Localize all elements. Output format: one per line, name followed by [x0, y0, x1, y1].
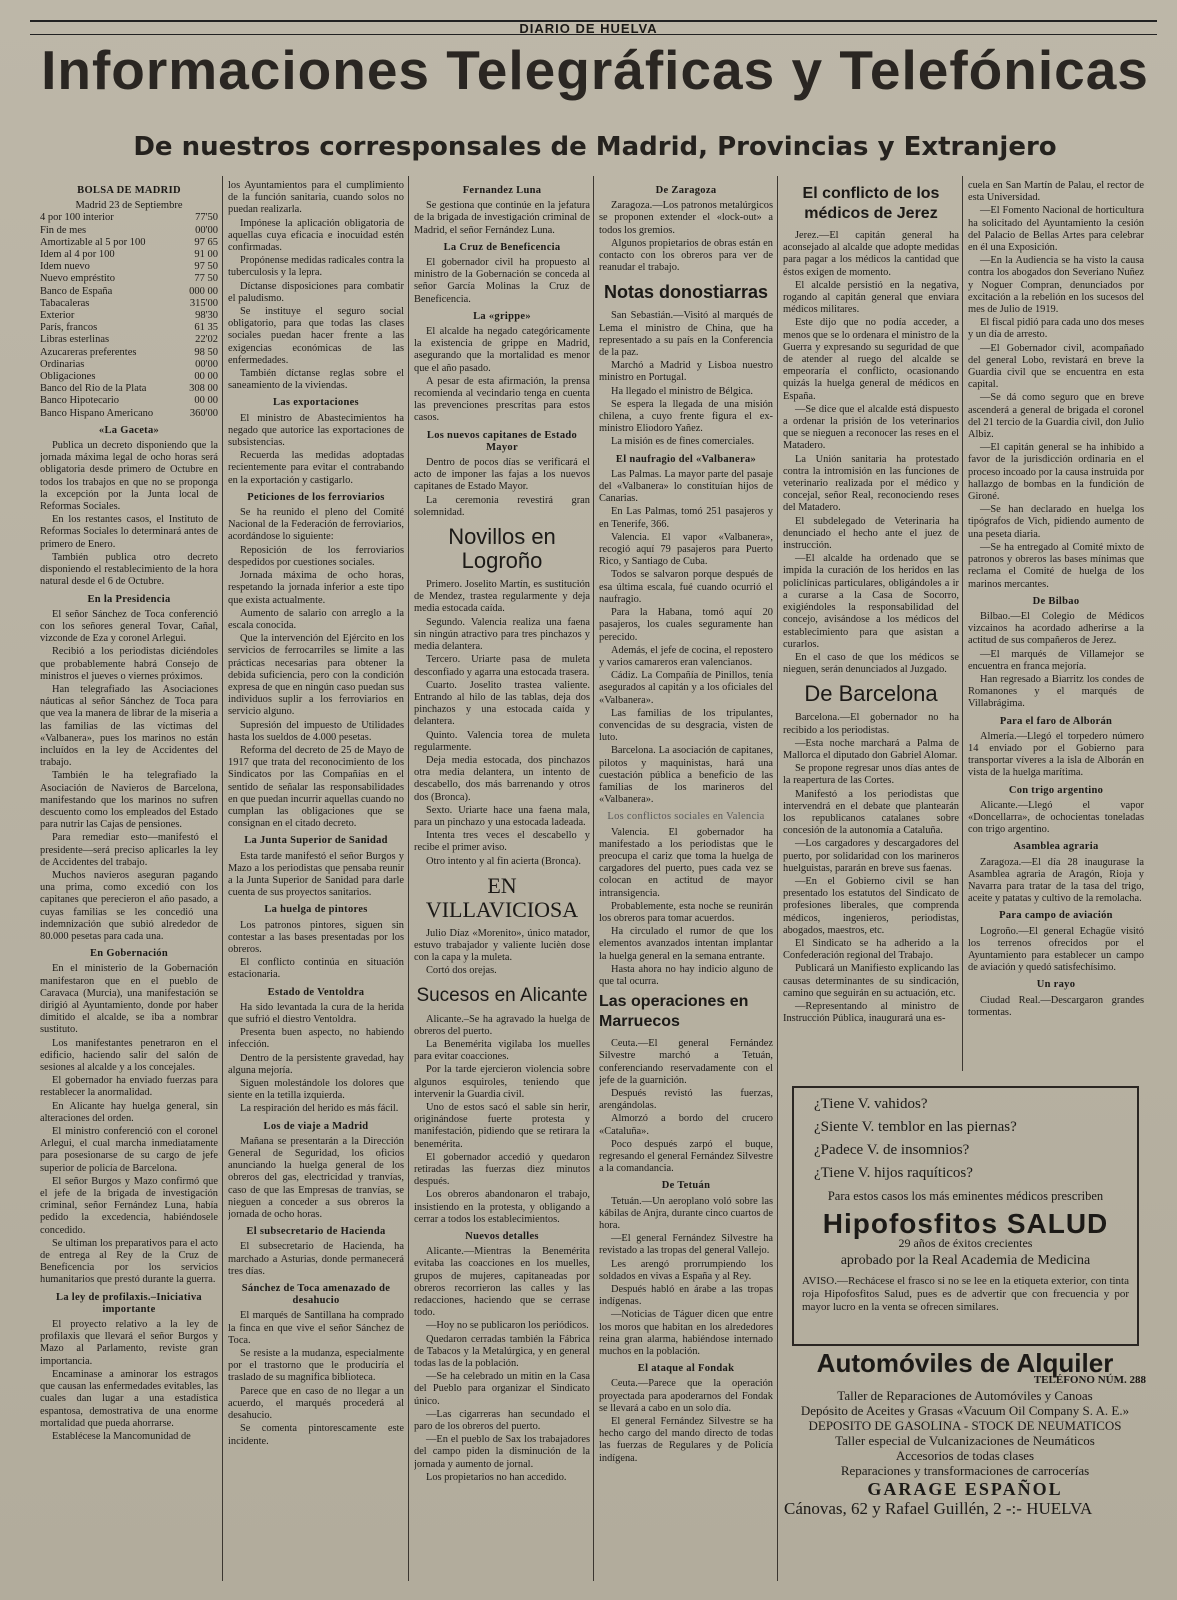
row-value: 97 50 — [194, 261, 218, 273]
paragraph: Deja media estocada, dos pinchazos otra media delantera, un intento de descabello, dos más barrenando y otros dos (Bronca). — [414, 754, 590, 803]
row-label: Banco Hispano Americano — [40, 407, 154, 419]
paragraph: Uno de estos sacó el sable sin herir, originándose fuerte protesta y manifestación, pidiendo que se retirara la benemérita. — [414, 1101, 590, 1150]
column-4 — [599, 180, 773, 1580]
paragraph: Marchó a Madrid y Lisboa nuestro ministro en Portugal. — [599, 360, 773, 384]
paragraph: Zaragoza.—Los patronos metalúrgicos se proponen extender el «lock-out» a todos los gremios. — [599, 200, 773, 236]
paragraph: El subsecretario de Hacienda, ha marchado a Asturias, donde permanecerá tres días. — [228, 1241, 404, 1277]
table-row — [40, 408, 218, 420]
paragraph: Se ultiman los preparativos para el acto de entrega al Rey de la Cruz de Beneficencia por los servicios humanitarios que prestó durante la guerra. — [40, 1237, 218, 1286]
paragraph: Cortó dos orejas. — [426, 965, 497, 977]
ad-line: Depósito de Aceites y Grasas «Vacuum Oil Company S. A. E.» — [800, 1403, 1130, 1418]
column-rule — [408, 176, 409, 1581]
row-value: 308 00 — [189, 383, 218, 395]
paragraph: Los manifestantes penetraron en el edificio, haciendo salir del salón de sesiones al alcalde y a los concejales. — [40, 1037, 218, 1074]
row-label: Banco de España — [40, 285, 113, 297]
row-value: 98 50 — [194, 346, 218, 358]
paragraph: Cádiz. La Compañía de Pinillos, tenía asegurados al capitán y a los oficiales del «Valbanera». — [599, 670, 773, 706]
paragraph: Manifestó a los periodistas que intervendrá en el debate que plantearán los republicanos catalanes sobre concesión de la autonomía a Cataluña. — [783, 788, 959, 837]
table-row — [40, 286, 218, 298]
row-value: 360'00 — [189, 407, 218, 419]
row-label: Exterior — [40, 310, 75, 322]
row-value: 00'00 — [195, 358, 218, 370]
advertisement-hipofosfitos — [792, 1086, 1139, 1346]
paragraph: Algunos propietarios de obras están en contacto con los obreros para ver de reanudar el trabajo. — [599, 237, 773, 274]
section-heading: Un rayo — [1036, 979, 1076, 991]
column-6 — [968, 180, 1144, 1075]
section-heading-large: Sucesos en Alicante — [416, 984, 588, 1006]
paragraph: Mañana se presentarán a la Dirección General de Seguridad, los oficios anunciando la huelga general de los obreros del gas, electricidad y tranvías, caso de que las Empresas de tranvías, se nieguen a conceder a sus obreros la jornada de ocho horas. — [228, 1135, 404, 1221]
section-heading: La ley de profilaxis.–Iniciativa importante — [56, 1291, 202, 1315]
column-rule — [777, 176, 778, 1581]
paragraph: El conflicto continúa en situación estacionaria. — [228, 957, 404, 981]
table-row — [40, 359, 218, 371]
paragraph: Los propietarios no han accedido. — [426, 1471, 567, 1483]
paragraph: Se instituye el seguro social obligatorio, para que todas las clases sociales puedan hacer frente a las exigencias económicas de las enfermedades. — [228, 306, 404, 366]
ad-line: DEPOSITO DE GASOLINA - STOCK DE NEUMATICOS — [808, 1418, 1122, 1433]
paragraph: Hasta ahora no hay indicio alguno de que tal ocurra. — [599, 963, 773, 987]
ad-address: Cánovas, 62 y Rafael Guillén, 2 -:- HUELVA — [784, 1499, 1093, 1518]
table-row — [40, 225, 218, 237]
ad-brand: Hipofosfitos SALUD — [822, 1208, 1109, 1239]
paragraph: La ceremonia revestirá gran solemnidad. — [414, 494, 590, 518]
paragraph: —Se ha celebrado un mitin en la Casa del Pueblo para organizar el Sindicato único. — [414, 1371, 590, 1407]
section-heading-large: De Barcelona — [804, 681, 938, 707]
section-heading-large: El conflicto de los médicos de Jerez — [802, 185, 940, 222]
section-heading: Las exportaciones — [273, 397, 359, 409]
paragraph: El ministro conferenció con el coronel Arlegui, el cual marcha inmediatamente para posesionarse de su cargo de jefe superior de policía de Barcelona. — [40, 1126, 218, 1174]
section-heading: En la Presidencia — [87, 593, 171, 605]
paragraph: Poco después zarpó el buque, regresando el general Fernández Silvestre a la comandancia. — [599, 1138, 773, 1175]
section-heading: Nuevos detalles — [465, 1231, 539, 1243]
paragraph: Aumento de salario con arreglo a la escala conocida. — [228, 607, 404, 631]
paragraph: Ciudad Real.—Descargaron grandes tormentas. — [968, 994, 1144, 1018]
row-label: Amortizable al 5 por 100 — [40, 236, 146, 248]
section-heading: Para campo de aviación — [999, 910, 1113, 922]
paragraph: —Se ha entregado al Comité mixto de patronos y obreros las bases mínimas que reclama el Comité de huelga de los marinos mercantes. — [968, 541, 1144, 590]
section-heading-large: EN VILLAVICIOSA — [425, 872, 579, 922]
section-heading: De Zaragoza — [655, 185, 717, 196]
ad-question: ¿Tiene V. vahidos? — [814, 1096, 928, 1112]
ad-question: ¿Padece V. de insomnios? — [814, 1142, 970, 1158]
table-row — [40, 383, 218, 395]
paragraph: Las Palmas. La mayor parte del pasaje del «Valbanera» lo constituían hijos de Canarias. — [599, 468, 773, 505]
paragraph: —El marqués de Villamejor se encuentra en franca mejoría. — [968, 648, 1144, 672]
paragraph: Ha llegado el ministro de Bélgica. — [611, 385, 753, 397]
paragraph: Barcelona. La asociación de capitanes, pilotos y maquinistas, hará una cuestación pública a beneficio de las familias de los marineros del «Valbanera». — [599, 745, 773, 806]
section-heading: El ataque al Fondak — [637, 1363, 735, 1375]
paragraph: El gobernador ha enviado fuerzas para restablecer la anormalidad. — [40, 1075, 218, 1099]
paragraph: —Las cigarreras han secundado el paro de los obreros del puerto. — [414, 1408, 590, 1433]
section-heading: De Tetuán — [661, 1180, 711, 1192]
paragraph: Otro intento y al fin acierta (Bronca). — [426, 855, 581, 867]
paragraph: Se espera la llegada de una misión chilena, a cuyo frente figura el ex-ministro Eliodoro Yañez. — [599, 398, 773, 435]
table-row — [40, 237, 218, 249]
row-value: 22'02 — [195, 334, 218, 346]
paragraph: Parece que en caso de no llegar a un acuerdo, el marqués procederá al desahucio. — [228, 1385, 404, 1422]
row-label: Azucareras preferentes — [40, 346, 137, 358]
paragraph: —El general Fernández Silvestre ha revistado a las tropas del general Vallejo. — [599, 1233, 773, 1257]
row-value: 77 50 — [194, 273, 218, 285]
paragraph: Este dijo que no podía acceder, a menos que se lo ordenara el ministro de la Guerra y expresando su seguridad de que de atender al ruego del alcalde se empeoraría el conflicto, ocasionando quizás la huelga general de médicos en España. — [783, 317, 959, 402]
paragraph: La Benemérita vigilaba los muelles para evitar coacciones. — [414, 1038, 590, 1063]
paragraph: Probablemente, esta noche se reunirán los obreros para tomar acuerdos. — [599, 900, 773, 924]
column-2 — [228, 180, 404, 1580]
row-label: Banco del Rio de la Plata — [40, 383, 147, 395]
table-row — [40, 298, 218, 310]
paragraph: Han telegrafiado las Asociaciones náuticas al señor Sánchez de Toca para que vea la manera de librar de la miseria a las familias de las víctimas del «Valbanera», pues los marinos no están incluídos en la ley de Accidentes del trabajo. — [40, 683, 218, 769]
section-heading: El subsecretario de Hacienda — [246, 1226, 386, 1238]
section-heading: La «grippe» — [473, 310, 531, 322]
paragraph: Reposición de los ferroviarios despedidos por cuestiones sociales. — [228, 544, 404, 568]
paragraph: —El Fomento Nacional de horticultura ha solicitado del Ayuntamiento la cesión del Palacio de Bellas Artes para celebrar en él una Exposición. — [968, 205, 1144, 254]
paragraph: —Esta noche marchará a Palma de Mallorca el diputado don Gabriel Alomar. — [783, 737, 959, 761]
paragraph: Ha sido levantada la cura de la herida que sufrió el diestro Ventoldra. — [228, 1001, 404, 1025]
paragraph: En Alicante hay huelga general, sin alteraciones del orden. — [40, 1100, 218, 1124]
paragraph: Les arengó prorrumpiendo los soldados en vivas a España y al Rey. — [599, 1258, 773, 1282]
paragraph: El proyecto relativo a la ley de profilaxis que llevará el señor Burgos y Mazo al Parlamento, reviste gran importancia. — [40, 1319, 218, 1367]
ad-phone: TELÉFONO NÚM. 288 — [1033, 1374, 1146, 1386]
table-row — [40, 371, 218, 383]
paragraph: Siguen molestándole los dolores que siente en la tetilla izquierda. — [228, 1078, 404, 1102]
paragraph: En Las Palmas, tomó 251 pasajeros y en Tenerife, 366. — [599, 506, 773, 530]
paragraph: Ceuta.—El general Fernández Silvestre marchó a Tetuán, conferenciando reservadamente con el jefe de la guarnición. — [599, 1038, 773, 1086]
section-heading: Sánchez de Toca amenazado de desahucio — [241, 1283, 391, 1307]
paragraph: El señor Sánchez de Toca conferenció con los señores general Tovar, Cañal, vizconde de Eza y coronel Arlegui. — [40, 608, 218, 645]
paragraph: —En el pueblo de Sax los trabajadores del campo piden la disminución de la jornada y aumento de jornal. — [414, 1434, 590, 1470]
table-row — [40, 249, 218, 261]
row-value: 91 00 — [194, 249, 218, 261]
table-row — [40, 310, 218, 322]
paragraph: Propónense medidas radicales contra la tuberculosis y la lepra. — [228, 255, 404, 279]
row-value: 77'50 — [195, 212, 218, 224]
paragraph: El gobernador civil ha propuesto al ministro de la Gobernación se conceda al señor García Molinas la Cruz de Beneficencia. — [414, 257, 590, 305]
paragraph: Los patronos pintores, siguen sin contestar a las bases presentadas por los obreros. — [228, 919, 404, 955]
paragraph: —Noticias de Táguer dicen que entre los moros que habitan en los alrededores reina gran alarma, habiéndose internado muchos en la población. — [599, 1309, 773, 1358]
ad-line: Taller de Reparaciones de Automóviles y Canoas — [837, 1388, 1093, 1403]
row-value: 315'00 — [189, 297, 218, 309]
table-row — [40, 395, 218, 407]
paragraph: El alcalde ha negado categóricamente la existencia de grippe en Madrid, asegurando que la mortalidad es menor que el año pasado. — [414, 326, 590, 374]
paragraph: Almería.—Llegó el torpedero número 14 enviado por el Gobierno para transportar víveres a la isla de Alborán en vista de la huelga marítima. — [968, 730, 1144, 779]
paragraph: La Unión sanitaria ha protestado contra la intromisión en las funciones de veterinario realizada por el médico y concejal, señor Real, reconociendo reses del Matadero. — [783, 453, 959, 514]
paragraph: Quinto. Valencia torea de muleta regularmente. — [414, 729, 590, 753]
paragraph: El alcalde persistió en la negativa, rogando al capitán general que enviara médicos militares. — [783, 279, 959, 316]
paragraph: La respiración del herido es más fácil. — [240, 1103, 399, 1115]
running-head: DIARIO DE HUELVA — [519, 21, 658, 36]
paragraph: —Los cargadores y descargadores del puerto, por solidaridad con los marineros huelguistas, pararán en breve sus faenas. — [783, 838, 959, 874]
section-heading: Los de viaje a Madrid — [263, 1120, 369, 1132]
paragraph: También publica otro decreto disponiendo el restablecimiento de la hora natural desde el 6 de Octubre. — [40, 551, 218, 588]
page-title: Informaciones Telegráficas y Telefónicas — [41, 39, 1149, 101]
section-heading: La Cruz de Beneficencia — [443, 241, 561, 253]
paragraph: El fiscal pidió para cada uno dos meses y un día de arresto. — [968, 317, 1144, 341]
paragraph: Las familias de los tripulantes, convencidas de su desgracia, visten de luto. — [599, 707, 773, 744]
row-label: 4 por 100 interior — [40, 212, 114, 224]
paragraph: Además, el jefe de cocina, el repostero y varios camareros eran valencianos. — [599, 644, 773, 668]
paragraph: En el caso de que los médicos se nieguen, serán denunciados al Juzgado. — [783, 651, 959, 676]
paragraph: Barcelona.—El gobernador no ha recibido a los periodistas. — [783, 712, 959, 736]
ad-approved: aprobado por la Real Academia de Medicina — [840, 1253, 1091, 1268]
bolsa-title: BOLSA DE MADRID — [77, 185, 181, 196]
paragraph: El ministro de Abastecimientos ha negado que autorice las exportaciones de subsistencias. — [228, 412, 404, 449]
paragraph: Que la intervención del Ejército en los servicios de ferrocarriles se limite a las prácticas necesarias para obtener la debida suficiencia, pero con la condición expresa de que en ningún caso puedan sus individuos suplir a los ferroviarios en servicio alguno. — [228, 633, 404, 718]
paragraph: Recibió a los periodistas diciéndoles que probablemente habrá Consejo de ministros el jueves o viernes próximos. — [40, 646, 218, 682]
paragraph: Valencia. El vapor «Valbanera», recogió aquí 79 pasajeros para Puerto Rico, y Santiago de Cuba. — [599, 531, 773, 568]
paragraph: Por la tarde ejercieron violencia sobre algunos esquiroles, teniendo que intervenir la Guardia civil. — [414, 1064, 590, 1100]
paragraph: —En el Gobierno civil se han presentado los estatutos del Sindicato de profesiones liberales, que comprenda médicos, ingenieros, periodistas, abogados, maestros, etc. — [783, 875, 959, 936]
row-value: 00 00 — [194, 371, 218, 383]
table-row — [40, 347, 218, 359]
paragraph: —Hoy no se publicaron los periódicos. — [426, 1320, 589, 1332]
page-subtitle: De nuestros corresponsales de Madrid, Provincias y Extranjero — [133, 132, 1057, 162]
section-heading: El naufragio del «Valbanera» — [615, 453, 757, 465]
paragraph: Bilbao.—El Colegio de Médicos vizcainos ha acordado adherirse a la actitud de sus compañeros de Jerez. — [968, 610, 1144, 647]
paragraph: Se resiste a la mudanza, especialmente por el trastorno que le produciría el traslado de su magnífica biblioteca. — [228, 1348, 404, 1384]
section-heading: Los nuevos capitanes de Estado Mayor — [426, 429, 578, 453]
paragraph: También le ha telegrafiado la Asociación de Navieros de Barcelona, manifestando que los marinos no sufren descuento como los empleados del Estado para nutrir las Cajas de pensiones. — [40, 770, 218, 831]
paragraph: El gobernador accedió y quedaron retiradas las fuerzas diez minutos después. — [414, 1151, 590, 1188]
paragraph: Después habló en árabe a las tropas indígenas. — [599, 1284, 773, 1308]
bolsa-table — [40, 212, 218, 419]
paragraph: Valencia. El gobernador ha manifestado a los periodistas que le preocupa el cariz que toma la huelga de cargadores del puerto, pues cada vez se colocan en actitud de mayor intransigencia. — [599, 826, 773, 899]
paragraph: Díctanse disposiciones para combatir el paludismo. — [228, 280, 404, 304]
paragraph: Logroño.—El general Echagüe visitó los terrenos ofrecidos por el Ayuntamiento para establecer un campo de aviación y quedó satisfechísimo. — [968, 925, 1144, 974]
paragraph: Dentro de pocos días se verificará el acto de imponer las fajas a los nuevos capitanes de Estado Mayor. — [414, 457, 590, 493]
paragraph: Alicante.—Llegó el vapor «Doncellarra», de ochocientas toneladas con trigo argentino. — [968, 799, 1144, 836]
paragraph: Ceuta.—Parece que la operación proyectada para apoderarnos del Fondak se llevará a cabo en un solo día. — [599, 1378, 773, 1414]
paragraph: Julio Díaz «Morenito», único matador, estuvo trabajador y valiente lucièn dose con la capa y la muleta. — [414, 927, 590, 964]
section-heading: «La Gaceta» — [98, 424, 160, 436]
column-rule — [593, 176, 594, 1581]
paragraph: —En la Audiencia se ha visto la causa contra los abogados don Severiano Nuñez y Noguer Compran, denunciados por excitación a la rebelión en los sucesos del mes de Julio de 1919. — [968, 255, 1144, 316]
column-5 — [783, 180, 959, 1075]
table-row — [40, 322, 218, 334]
paragraph: Esta tarde manifestó el señor Burgos y Mazo a los periodistas que pensaba reunir a la Junta Superior de Sanidad para darle cuenta de sus proyectos sanitarios. — [228, 850, 404, 899]
table-row — [40, 334, 218, 346]
paragraph: Jerez.—El capitán general ha aconsejado al alcalde que adopte medidas para pagar a los médicos la cantidad que éstos exigen de momento. — [783, 230, 959, 278]
row-label: Idem nuevo — [40, 261, 90, 273]
paragraph: —Representando al ministro de Instrucción Pública, inaugurará una es- — [783, 1000, 959, 1025]
paragraph: La misión es de fines comerciales. — [611, 436, 755, 448]
row-label: Idem al 4 por 100 — [40, 249, 115, 261]
paragraph: —Se dá como seguro que en breve ascenderá a general de brigada el coronel del 21 tercio de la Guardia civil, don Julio Albiz. — [968, 392, 1144, 441]
section-heading: En Gobernación — [89, 948, 168, 960]
row-label: Nuevo empréstito — [40, 273, 115, 285]
row-label: Libras esterlinas — [40, 334, 110, 346]
paragraph: Recuerda las medidas adoptadas recientemente para evitar el contrabando en la exportación y castigarlo. — [228, 450, 404, 486]
bolsa-date: Madrid 23 de Septiembre — [75, 200, 183, 212]
paragraph: Presenta buen aspecto, no habiendo infección. — [228, 1027, 404, 1051]
paragraph: Para la Habana, tomó aquí 20 pasajeros, los cuales seguramente han perecido. — [599, 607, 773, 643]
column-rule — [222, 176, 223, 1581]
paragraph: Se comenta pintorescamente este incidente. — [228, 1423, 404, 1447]
section-heading: Con trigo argentino — [1008, 784, 1104, 796]
paragraph: Primero. Joselito Martín, es sustitución de Mendez, trastea regularmente y deja media estocada caída. — [414, 579, 590, 615]
paragraph: Almorzó a bordo del crucero «Cataluña». — [599, 1113, 773, 1137]
paragraph: Se propone regresar unos días antes de la reapertura de las Cortes. — [783, 763, 959, 787]
row-label: Obligaciones — [40, 371, 96, 383]
section-heading: Para el faro de Alborán — [999, 715, 1113, 727]
table-row — [40, 273, 218, 285]
paragraph: El marqués de Santillana ha comprado la finca en que vive el señor Sánchez de Toca. — [228, 1310, 404, 1346]
paragraph: Alicante.–Se ha agravado la huelga de obreros del puerto. — [414, 1013, 590, 1037]
table-row — [40, 261, 218, 273]
paragraph: Después revistó las fuerzas, arengándolas. — [599, 1088, 773, 1112]
paragraph: Han regresado a Biarritz los condes de Romanones y el marqués de Villabrágima. — [968, 673, 1144, 710]
paragraph: El Sindicato se ha adherido a la Confederación regional del Trabajo. — [783, 937, 959, 962]
column-1 — [40, 180, 218, 1580]
paragraph: Zaragoza.—El día 28 inaugurase la Asamblea agraria de Aragón, Rioja y Navarra para tratar de la tasa del trigo, aceite y patatas y cultivo de la remolacha. — [968, 856, 1144, 905]
paragraph: Establécese la Mancomunidad de — [52, 1430, 191, 1442]
paragraph: los Ayuntamientos para el cumplimiento de la función sanitaria, cuando solos no puedan realizarla. — [228, 180, 404, 216]
ad-prescription: Para estos casos los más eminentes médicos prescriben — [827, 1189, 1104, 1203]
paragraph: El subdelegado de Veterinaria ha denunciado el hecho ante el juez de instrucción. — [783, 515, 959, 552]
paragraph: Se ha reunido el pleno del Comité Nacional de la Federación de ferroviarios, acordándose lo siguiente: — [228, 507, 404, 543]
row-label: Banco Hipotecario — [40, 395, 120, 407]
section-heading: Asamblea agraria — [1013, 841, 1099, 853]
paragraph: San Sebastián.—Visitó al marqués de Lema el ministro de China, que ha representado a su país en la Conferencia de la paz. — [599, 310, 773, 359]
row-value: 61 35 — [194, 322, 218, 334]
row-value: 98'30 — [195, 310, 218, 322]
paragraph: —El alcalde ha ordenado que se impida la curación de los heridos en las policlínicas particulares, obligándoles a ir a curarse a la Casa de Socorro, exigiéndoles la responsabilidad del concejo, avisándose a los médicos del establecimiento para que asistan a curarlos. — [783, 553, 959, 650]
ad-notice: AVISO.—Rechácese el frasco si no se lee en la etiqueta exterior, con tinta roja Hipofosfitos Salud, pues es de advertir que con frecuencia y por mayor lucro en la venta se ofrecen similares. — [802, 1275, 1129, 1313]
table-row — [40, 212, 218, 224]
paragraph: Supresión del impuesto de Utilidades hasta los sueldos de 4.000 pesetas. — [228, 719, 404, 743]
row-label: Fin de mes — [40, 224, 87, 236]
row-value: 00 00 — [194, 395, 218, 407]
paragraph: Muchos navieros aseguran pagando una prima, como excedió con los capitanes que perecieron el año pasado, a cuyas familias se les concedió una indemnización que subió alrededor de 80.000 pesetas para cada una. — [40, 869, 218, 942]
ad-garage-name: GARAGE ESPAÑOL — [867, 1479, 1063, 1499]
paragraph: Ha circulado el rumor de que los elementos avanzados intentan implantar la huelga general en la semana entrante. — [599, 926, 773, 962]
row-label: Tabacaleras — [40, 297, 90, 309]
section-heading: La Junta Superior de Sanidad — [244, 835, 388, 847]
section-heading: La huelga de pintores — [264, 904, 368, 916]
ad-question: ¿Tiene V. hijos raquíticos? — [814, 1165, 973, 1181]
row-value: 000 00 — [189, 285, 218, 297]
paragraph: Segundo. Valencia realiza una faena sin ningún atractivo para tres pinchazos y media delantera. — [414, 616, 590, 653]
paragraph: En el ministerio de la Gobernación manifestaron que en el pueblo de Caravaca (Murcia), una manifestación se dirigió al Ayuntamiento, donde por haber dimitido el alcalde, se iba a nombrar sustituto. — [40, 963, 218, 1036]
section-heading: Los conflictos sociales en Valencia — [607, 811, 765, 823]
paragraph: Tercero. Uriarte pasa de muleta desconfiado y agarra una estocada trasera. — [414, 654, 590, 678]
ad-line: Reparaciones y transformaciones de carrocerías — [840, 1463, 1090, 1478]
section-heading-large: Notas donostiarras — [603, 282, 769, 303]
paragraph: Todos se salvaron porque después de esa última escala, fué cuando ocurrió el naufragio. — [599, 569, 773, 605]
section-heading: Fernandez Luna — [462, 185, 542, 196]
paragraph: Los obreros abandonaron el trabajo, insistiendo en la protesta, y obligando a cerrar a todos los establecimientos. — [414, 1189, 590, 1225]
paragraph: A pesar de esta afirmación, la prensa recomienda al vecindario tenga en cuenta las prevenciones prescritas para estos casos. — [414, 375, 590, 424]
paragraph: cuela en San Martín de Palau, el rector de esta Universidad. — [968, 180, 1144, 204]
paragraph: Tetuán.—Un aeroplano voló sobre las kábilas de Anjra, durante cinco cuartos de hora. — [599, 1195, 773, 1232]
column-rule — [962, 176, 963, 1071]
advertisement-automoviles — [784, 1348, 1146, 1581]
paragraph: Sexto. Uriarte hace una faena mala, para un pinchazo y una estocada ladeada. — [414, 804, 590, 828]
ad-title: Automóviles de Alquiler — [816, 1348, 1114, 1378]
paragraph: Reforma del decreto de 25 de Mayo de 1917 que trata del reconocimiento de los Sindicatos por las Compañías en el sentido de señalar las responsabilidades en que puedan incurrir aquellas cuando no cumplan las obligaciones que se consignan en el citado decreto. — [228, 744, 404, 830]
paragraph: Quedaron cerradas también la Fábrica de Tabacos y la Metalúrgica, y en general todas las de la población. — [414, 1333, 590, 1370]
row-label: París, francos — [40, 322, 98, 334]
paragraph: Jornada máxima de ocho horas, respetando la jornada inferior a este tipo que exista actualmente. — [228, 570, 404, 606]
paragraph: En los restantes casos, el Instituto de Reformas Sociales lo determinará antes de primero de Enero. — [40, 514, 218, 550]
row-value: 97 65 — [194, 236, 218, 248]
ad-question: ¿Siente V. temblor en las piernas? — [814, 1119, 1017, 1135]
paragraph: Alicante.—Mientras la Benemérita evitaba las coacciones en los muelles, grupos de mujeres, capitaneadas por obreros recorrieron las calles y las redacciones, haciendo que se cerrase todo. — [414, 1246, 590, 1319]
section-heading-large: Las operaciones en Marruecos — [599, 993, 749, 1031]
row-label: Ordinarias — [40, 358, 85, 370]
column-3 — [414, 180, 590, 1580]
paragraph: El general Fernández Silvestre se ha hecho cargo del mando directo de todas las fuerzas de Regulares y de Policía indígena. — [599, 1416, 773, 1464]
paragraph: Intenta tres veces el descabello y recibe el primer aviso. — [414, 830, 590, 854]
paragraph: También díctanse reglas sobre el saneamiento de la viviendas. — [228, 368, 404, 392]
paragraph: Publica un decreto disponiendo que la jornada máxima legal de ocho horas será obligatoria desde primero de Octubre en todos los trabajos en que no se proponga la excepción por la Junta local de Reformas Sociales. — [40, 440, 218, 513]
row-value: 00'00 — [195, 224, 218, 236]
paragraph: Encaminase a aminorar los estragos que causan las enfermedades evitables, las cuales dan lugar a una estadística espantosa, demostrativa de una enorme mortalidad que pueda ahorrarse. — [40, 1368, 218, 1429]
ad-line: Taller especial de Vulcanizaciones de Neumáticos — [835, 1433, 1095, 1448]
section-heading: Estado de Ventoldra — [267, 986, 365, 998]
paragraph: —El Gobernador civil, acompañado del general Lobo, revistará en breve la Guardia civil que se encuentra en esta capital. — [968, 342, 1144, 391]
paragraph: Dentro de la persistente gravedad, hay alguna mejoría. — [228, 1052, 404, 1076]
paragraph: —Se han declarado en huelga los tipógrafos de Vich, pidiendo aumento de una peseta diaria. — [968, 504, 1144, 540]
paragraph: —El capitán general se ha inhibido a favor de la jurisdicción ordinaria en el proceso incoado por la causa instruida por hallazgo de bombas en la fundición de Gironé. — [968, 442, 1144, 503]
section-heading: Peticiones de los ferroviarios — [247, 491, 385, 503]
section-heading-large: Novillos en Logroño — [448, 524, 556, 574]
paragraph: Publicará un Manifiesto explicando las causas determinantes de su sindicación, camino que seguirán en su actuación, etc. — [783, 963, 959, 999]
paragraph: Impónese la aplicación obligatoria de aquellas cuya eficacia e inocuidad estén confirmadas. — [228, 217, 404, 254]
paragraph: Se gestiona que continúe en la jefatura de la brigada de investigación criminal de Madrid, el señor Fernández Luna. — [414, 200, 590, 236]
ad-years: 29 años de éxitos crecientes — [898, 1236, 1033, 1250]
section-heading: De Bilbao — [1032, 595, 1080, 607]
paragraph: Cuarto. Joselito trastea valiente. Entrando al hilo de las tablas, deja dos pinchazos y una estocada caída y delantera. — [414, 679, 590, 728]
ad-line: Accesorios de todas clases — [895, 1448, 1035, 1463]
paragraph: Para remediar esto—manifestó el presidente—será preciso aplicarles la ley de Accidentes del trabajo. — [40, 832, 218, 868]
paragraph: El señor Burgos y Mazo confirmó que el jefe de la brigada de investigación criminal, señor Fernández Luna, había pedido la excedencia, habiéndosele concedido. — [40, 1175, 218, 1236]
paragraph: —Se dice que el alcalde está dispuesto a ordenar la prisión de los veterinarios que se nieguen a reconocer las reses en el Matadero. — [783, 403, 959, 452]
